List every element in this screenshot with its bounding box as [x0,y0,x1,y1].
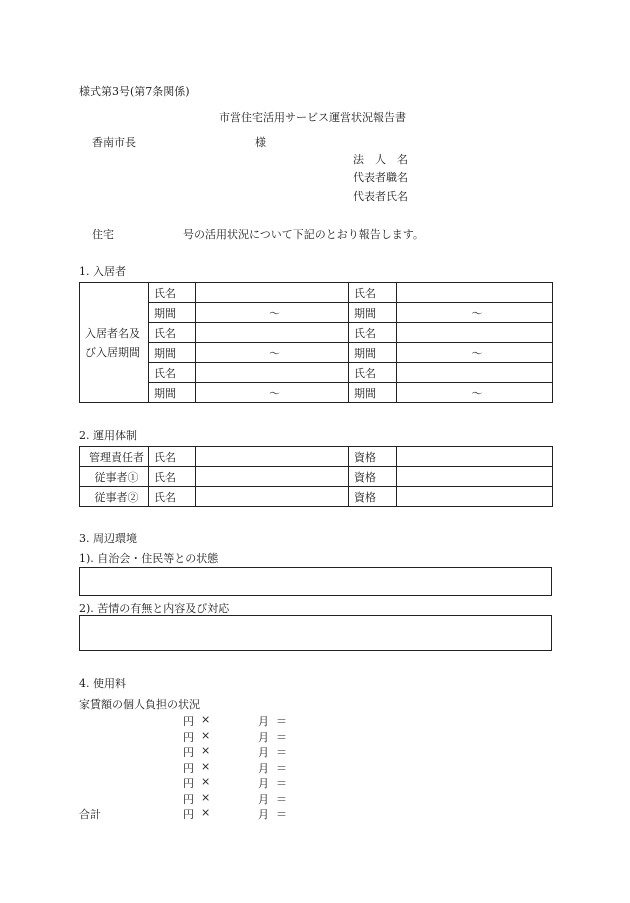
name-label: 氏名 [349,363,397,383]
section1-heading: 1. 入居者 [79,265,126,278]
section3-heading: 3. 周辺環境 [79,532,137,545]
qualification-field[interactable] [397,447,553,467]
yen-label: 円 [183,746,194,759]
role-label: 管理責任者 [80,447,149,467]
name-field[interactable] [196,363,349,383]
times-sign: × [201,775,211,788]
table-row [80,283,553,303]
qualification-field[interactable] [397,467,553,487]
period-label: 期間 [149,303,196,323]
yen-label: 円 [183,762,194,775]
name-label: 氏名 [349,283,397,303]
yen-label: 円 [183,808,194,821]
table-row [80,343,553,363]
role-label: 従事者① [80,467,149,487]
yen-label: 円 [183,793,194,806]
name-field[interactable] [397,323,553,343]
total-label: 合計 [79,808,101,821]
name-field[interactable] [397,363,553,383]
name-label: 氏名 [149,467,196,487]
document-title: 市営住宅活用サービス運営状況報告書 [219,111,406,124]
period-field[interactable] [196,303,349,323]
section4-heading: 4. 使用料 [79,677,126,690]
name-label: 氏名 [349,323,397,343]
equals-sign: ＝ [276,731,287,744]
equals-sign: ＝ [276,808,287,821]
month-label: 月 [258,808,269,821]
period-field[interactable] [196,343,349,363]
corp-name-label: 法 人 名 [353,153,408,166]
period-field[interactable] [397,383,553,403]
yen-label: 円 [183,715,194,728]
section2-heading: 2. 運用体制 [79,429,137,442]
section3-sub1: 1). 自治会・住民等との状態 [79,552,219,565]
month-label: 月 [258,746,269,759]
equals-sign: ＝ [276,793,287,806]
period-label: 期間 [349,383,397,403]
yen-label: 円 [183,731,194,744]
table-row [80,323,553,343]
table-row [80,487,553,507]
equals-sign: ＝ [276,746,287,759]
name-label: 氏名 [149,323,196,343]
times-sign: × [201,729,211,742]
qualification-label: 資格 [349,487,397,507]
times-sign: × [201,744,211,757]
housing-label: 住宅 [92,228,114,241]
name-label: 氏名 [149,447,196,467]
honorific: 様 [255,136,266,149]
role-label: 従事者② [80,487,149,507]
table-row [80,447,553,467]
name-label: 氏名 [149,363,196,383]
complaints-field[interactable] [79,615,552,651]
intro-text: 号の活用状況について下記のとおり報告します。 [183,228,424,241]
yen-label: 円 [183,777,194,790]
name-field[interactable] [397,283,553,303]
community-relations-field[interactable] [79,567,552,596]
equals-sign: ＝ [276,762,287,775]
residents-row-label [80,283,149,403]
qualification-field[interactable] [397,487,553,507]
section3-sub2: 2). 苦情の有無と内容及び対応 [79,602,230,615]
tilde: 〜 [471,386,483,400]
table-row [80,383,553,403]
row-label-line2: び入居期間 [85,345,140,359]
tilde: 〜 [269,346,280,360]
tilde: 〜 [471,306,483,320]
name-field[interactable] [196,447,349,467]
times-sign: × [201,713,211,726]
times-sign: × [201,806,211,819]
name-label: 氏名 [149,283,196,303]
rep-name-label: 代表者氏名 [353,190,408,203]
form-number: 様式第3号(第7条関係) [79,85,190,98]
tilde: 〜 [269,386,280,400]
qualification-label: 資格 [349,467,397,487]
times-sign: × [201,791,211,804]
name-field[interactable] [196,323,349,343]
addressee: 香南市長 [92,136,136,149]
month-label: 月 [258,777,269,790]
tilde: 〜 [471,346,483,360]
period-label: 期間 [349,343,397,363]
table-row [80,363,553,383]
equals-sign: ＝ [276,777,287,790]
month-label: 月 [258,762,269,775]
name-label: 氏名 [149,487,196,507]
name-field[interactable] [196,467,349,487]
table-row [80,303,553,323]
name-field[interactable] [196,283,349,303]
period-field[interactable] [397,303,553,323]
row-label-line1: 入居者名及 [85,326,140,340]
residents-table [79,282,553,403]
period-label: 期間 [349,303,397,323]
period-label: 期間 [149,343,196,363]
month-label: 月 [258,731,269,744]
month-label: 月 [258,793,269,806]
staffing-table [79,446,553,507]
month-label: 月 [258,715,269,728]
qualification-label: 資格 [349,447,397,467]
table-row [80,467,553,487]
times-sign: × [201,760,211,773]
period-field[interactable] [397,343,553,363]
tilde: 〜 [269,306,280,320]
equals-sign: ＝ [276,715,287,728]
rep-title-label: 代表者職名 [353,171,408,184]
period-label: 期間 [149,383,196,403]
name-field[interactable] [196,487,349,507]
period-field[interactable] [196,383,349,403]
section4-subheading: 家賃額の個人負担の状況 [79,698,200,711]
